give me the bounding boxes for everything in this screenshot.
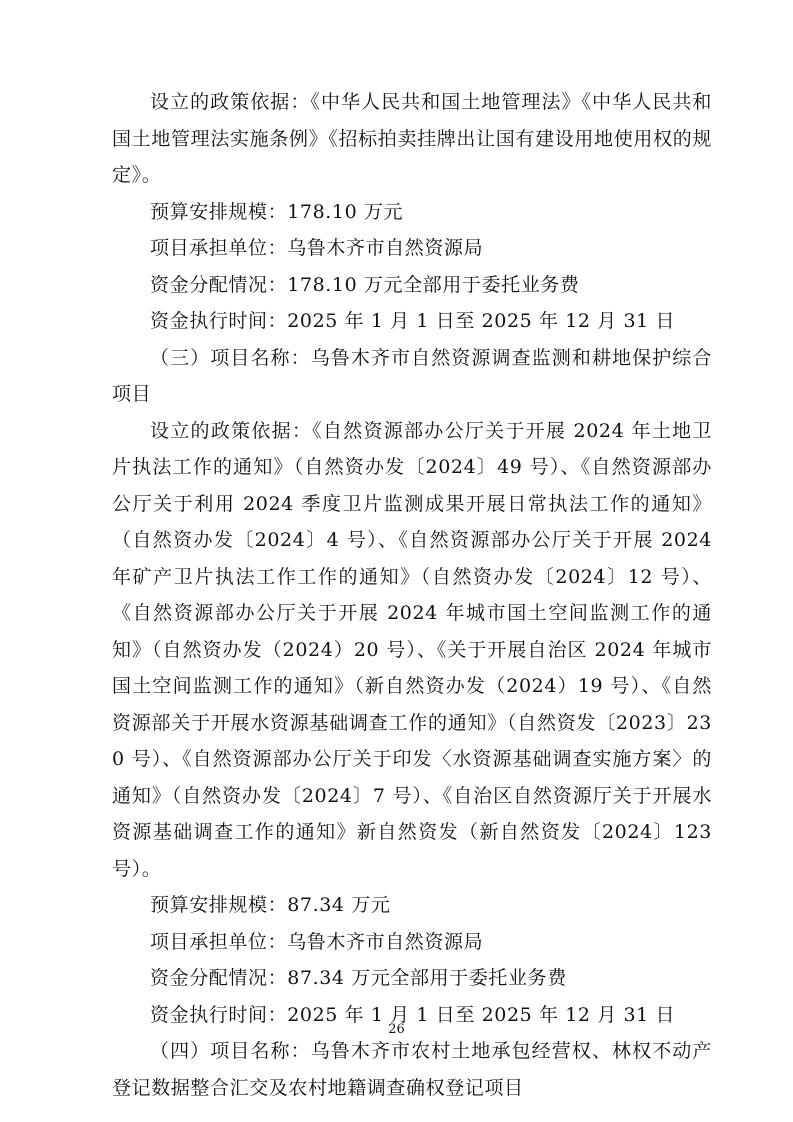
fund-execution-time: 资金执行时间：2025 年 1 月 1 日至 2025 年 12 月 31 日 bbox=[150, 310, 676, 332]
project-three-responsible-unit: 项目承担单位：乌鲁木齐市自然资源局 bbox=[150, 930, 484, 953]
project-three-title: （三）项目名称：乌鲁木齐市自然资源调查监测和耕地保护综合项目 bbox=[112, 346, 712, 405]
page-number: 26 bbox=[388, 1022, 405, 1037]
fund-allocation: 资金分配情况：178.10 万元全部用于委托业务费 bbox=[150, 273, 580, 296]
policy-basis-paragraph: 设立的政策依据：《中华人民共和国土地管理法》《中华人民共和国土地管理法实施条例》《招标拍卖挂牌出让国有建设用地使用权的规定》。 bbox=[112, 91, 712, 186]
project-three-execution-time: 资金执行时间：2025 年 1 月 1 日至 2025 年 12 月 31 日 bbox=[150, 1003, 676, 1026]
document-body bbox=[112, 84, 712, 1106]
project-three-fund-allocation: 资金分配情况：87.34 万元全部用于委托业务费 bbox=[150, 967, 567, 989]
project-three-policy-basis: 设立的政策依据：《自然资源部办公厅关于开展 2024 年土地卫片执法工作的通知》（自然资办发〔2024〕49 号）、《自然资源部办公厅关于利用 2024 季度卫片监测成果开展日常执法工作的通知》（自然资办发〔2024〕4 号）、《自然资源部办公厅关于开展 2024 年矿产卫片执法工作工作的通知》（自然资办发〔2024〕12 号）、《自然资源部办公厅关于开展 2024 年城市国土空间监测工作的通知》（自然资办发（2024）20 号）、《关于开展自治区 2024 年城市国土空间监测工作的通知》（新自然资办发（2024）19 号）、《自然资源部关于开展水资源基础调查工作的通知》（自然资发〔2023〕230 号）、《自然资源部办公厅关于印发〈水资源基础调查实施方案〉的通知》（自然资办发〔2024〕7 号）、《自治区自然资源厅关于开展水资源基础调查工作的通知》新自然资发（新自然资发〔2024〕123 号）。 bbox=[112, 419, 712, 880]
project-four-title: （四）项目名称：乌鲁木齐市农村土地承包经营权、林权不动产登记数据整合汇交及农村地籍调查确权登记项目 bbox=[112, 1040, 712, 1099]
budget-scale: 预算安排规模：178.10 万元 bbox=[150, 200, 404, 223]
project-three-budget-scale: 预算安排规模：87.34 万元 bbox=[150, 894, 391, 916]
responsible-unit: 项目承担单位：乌鲁木齐市自然资源局 bbox=[150, 237, 484, 259]
